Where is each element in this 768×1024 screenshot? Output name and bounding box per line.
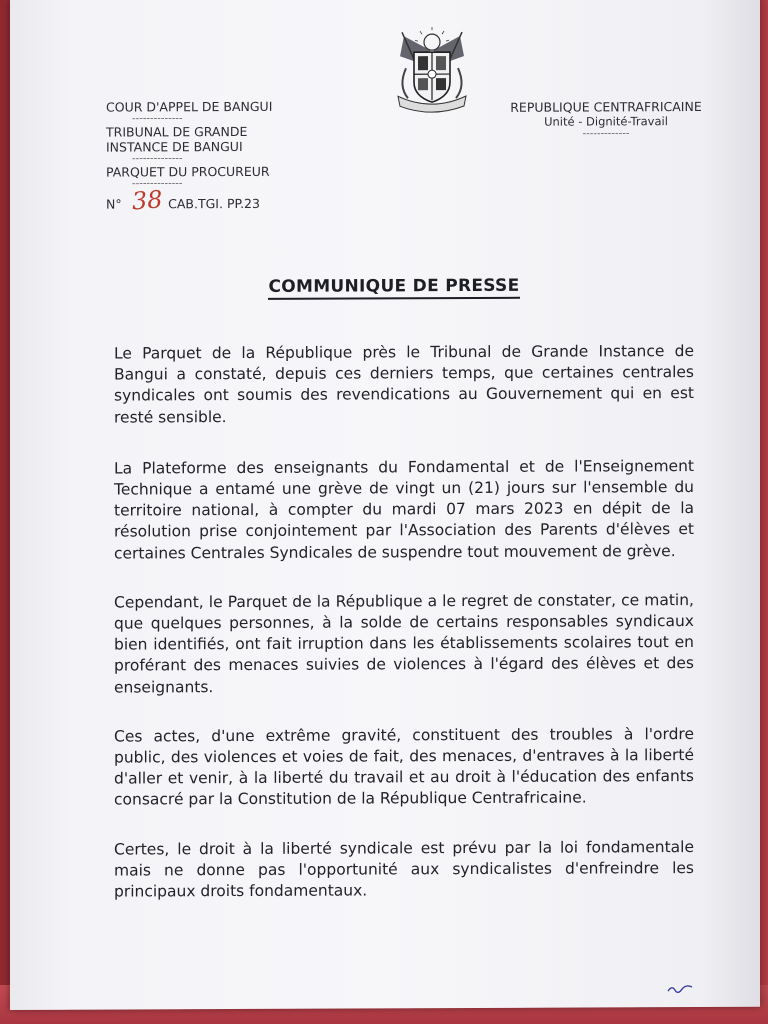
national-motto: Unité - Dignité-Travail <box>544 114 668 129</box>
reference-code: CAB.TGI. PP.23 <box>168 195 260 212</box>
separator: -------------- <box>132 178 183 190</box>
paragraph: Ces actes, d'une extrême gravité, constituent des troubles à l'ordre public, des violences et voies de fait, des menaces, d'entraves à la liberté d'aller et venir, à la liberté du travail et au droit à l'éducation des enfants consacré par la Constitution de la République Centrafricaine. <box>114 724 694 809</box>
document-page <box>10 0 760 1010</box>
reference-number <box>106 185 326 216</box>
tribunal-name-line2: INSTANCE DE BANGUI <box>106 138 243 155</box>
coat-of-arms-icon <box>384 26 480 116</box>
handwritten-number: 38 <box>130 185 164 216</box>
separator: ------------- <box>582 128 630 140</box>
parquet-name: PARQUET DU PROCUREUR <box>106 163 270 180</box>
paragraph: Le Parquet de la République près le Tribunal de Grande Instance de Bangui a constaté, depuis ces derniers temps, que certaines centrales syndicales ont soumis des revendications au Gouvernement qui en est resté sensible. <box>114 342 694 427</box>
court-name: COUR D'APPEL DE BANGUI <box>106 98 273 115</box>
paragraph: Certes, le droit à la liberté syndicale est prévu par la loi fondamentale mais ne donne pas l'opportunité aux syndicalistes d'enfreindre les principaux droits fondamentaux. <box>114 837 694 901</box>
separator: -------------- <box>132 113 183 125</box>
document-title-text: COMMUNIQUE DE PRESSE <box>268 276 519 300</box>
document-title <box>10 275 768 298</box>
country-name: REPUBLIQUE CENTRAFRICAINE <box>510 98 702 115</box>
issuer-block <box>106 98 326 216</box>
paragraph: La Plateforme des enseignants du Fondamental et de l'Enseignement Technique a entamé une grève de vingt un (21) jours sur l'ensemble du territoire national, à compter du mardi 07 mars 2023 en dépit de la résolution prise conjointement par l'Association des Parents d'élèves et certaines Centrales Syndicales de suspendre tout mouvement de grève. <box>114 456 694 563</box>
initials-mark <box>666 980 696 994</box>
document-body <box>114 341 694 931</box>
number-prefix: N° <box>106 196 122 212</box>
country-block <box>496 99 716 140</box>
separator: -------------- <box>132 153 183 165</box>
tribunal-name-line1: TRIBUNAL DE GRANDE <box>106 123 248 140</box>
paragraph: Cependant, le Parquet de la République a le regret de constater, ce matin, que quelques personnes, à la solde de certains responsables syndicaux bien identifiés, ont fait irruption dans les établissements scolaires tout en proférant des menaces suivies de violences à l'égard des élèves et des enseignants. <box>114 590 694 697</box>
